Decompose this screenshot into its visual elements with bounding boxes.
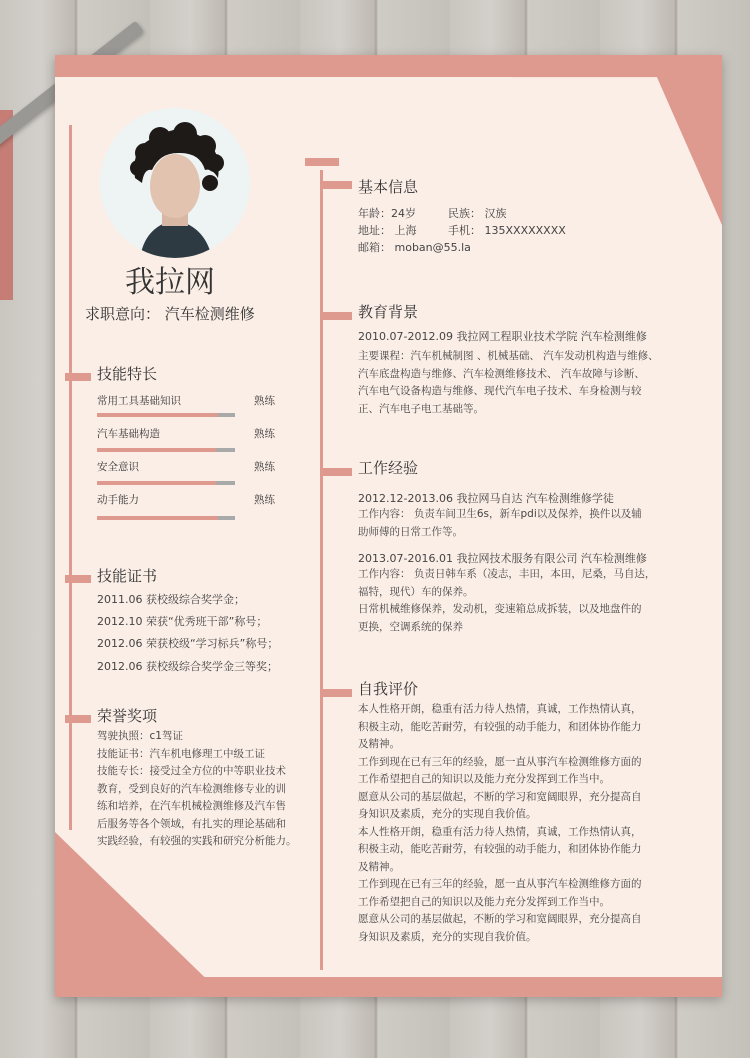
self-eval-line: 本人性格开朗，稳重有活力待人热情，真诚，工作热情认真， bbox=[358, 703, 642, 715]
self-eval-line: 身知识及素质，充分的实现自我价值。 bbox=[358, 930, 537, 943]
education-line: 汽车电气设备构造与维修、现代汽车电子技术、车身检测与较 bbox=[358, 385, 642, 397]
section-marker bbox=[65, 373, 91, 381]
corner-decoration-bottom-left bbox=[55, 832, 225, 997]
job-line: 更换，空调系统的保养 bbox=[358, 620, 463, 633]
portrait-icon bbox=[100, 108, 250, 258]
cert-item: 2012.06 获校级综合奖学金三等奖； bbox=[97, 660, 278, 673]
section-marker bbox=[65, 575, 91, 583]
skill-label: 动手能力 bbox=[97, 494, 139, 506]
education-head: 2010.07-2012.09 我拉网工程职业技术学院 汽车检测维修 bbox=[358, 330, 647, 343]
self-eval-line: 积极主动，能吃苦耐劳，有较强的动手能力，和团体协作能力 bbox=[358, 843, 642, 855]
bottom-accent-bar bbox=[55, 977, 722, 997]
job-text bbox=[358, 566, 678, 636]
skill-bar bbox=[97, 481, 235, 485]
honors-line: 驾驶执照：c1驾证 bbox=[97, 730, 183, 742]
self-eval-line: 愿意从公司的基层做起，不断的学习和宽阔眼界，充分提高自 bbox=[358, 913, 642, 925]
skill-item bbox=[97, 492, 275, 507]
job-line: 工作内容： 负责日韩车系（凌志，丰田，本田，尼桑，马自达， bbox=[358, 568, 656, 580]
skill-item bbox=[97, 393, 275, 408]
skill-label: 常用工具基础知识 bbox=[97, 395, 181, 407]
cert-item: 2012.10 荣获“优秀班干部”称号； bbox=[97, 615, 268, 628]
self-eval-title: 自我评价 bbox=[358, 680, 419, 698]
skill-level: 熟练 bbox=[254, 494, 275, 506]
skill-bar-fill bbox=[97, 481, 216, 485]
avatar bbox=[100, 108, 250, 258]
honors-line: 技能专长：接受过全方位的中等职业技术 bbox=[97, 765, 286, 777]
job-head: 2012.12-2013.06 我拉网马自达 汽车检测维修学徒 bbox=[358, 492, 614, 505]
skill-level: 熟练 bbox=[254, 461, 275, 473]
job-line: 助师傅的日常工作等。 bbox=[358, 525, 463, 538]
self-eval-line: 工作希望把自己的知识以及能力充分发挥到工作当中。 bbox=[358, 895, 610, 908]
honors-line: 后服务等各个领域，有扎实的理论基础和 bbox=[97, 817, 286, 830]
skill-bar-fill bbox=[97, 516, 218, 520]
cert-item: 2011.06 获校级综合奖学金； bbox=[97, 593, 245, 606]
basic-phone: 手机： 135XXXXXXXX bbox=[448, 224, 566, 237]
education-line: 主要课程：汽车机械制图 、机械基础、 汽车发动机构造与维修、 bbox=[358, 350, 659, 362]
honors-title: 荣誉奖项 bbox=[97, 707, 158, 725]
self-eval-line: 及精神。 bbox=[358, 860, 400, 873]
skill-bar bbox=[97, 448, 235, 452]
section-marker bbox=[320, 312, 352, 320]
center-timeline bbox=[320, 170, 323, 970]
self-eval-line: 本人性格开朗，稳重有活力待人热情，真诚，工作热情认真， bbox=[358, 825, 642, 838]
resume-sheet bbox=[55, 55, 722, 997]
basic-address: 地址： 上海 bbox=[358, 224, 417, 237]
section-marker bbox=[320, 181, 352, 189]
skill-label: 安全意识 bbox=[97, 461, 139, 473]
self-eval-line: 工作希望把自己的知识以及能力充分发挥到工作当中。 bbox=[358, 773, 610, 785]
corner-decoration-top-right bbox=[512, 55, 722, 225]
job-text bbox=[358, 506, 678, 541]
skill-bar-fill bbox=[97, 413, 218, 417]
self-eval-line: 工作到现在已有三年的经验，愿一直从事汽车检测维修方面的 bbox=[358, 755, 642, 768]
job-intent: 求职意向： 汽车检测维修 bbox=[85, 305, 255, 323]
education-text bbox=[358, 348, 678, 418]
self-eval-line: 积极主动，能吃苦耐劳，有较强的动手能力，和团体协作能力 bbox=[358, 720, 642, 733]
job-line: 工作内容： 负责车间卫生6s，新车pdi以及保养，换件以及辅 bbox=[358, 508, 642, 520]
honors-text bbox=[97, 728, 312, 851]
self-eval-line: 身知识及素质，充分的实现自我价值。 bbox=[358, 808, 537, 820]
section-marker bbox=[320, 689, 352, 697]
certs-title: 技能证书 bbox=[97, 567, 158, 585]
honors-line: 教育，受到良好的汽车检测维修专业的训 bbox=[97, 782, 286, 795]
left-timeline bbox=[69, 125, 72, 830]
job-line: 福特，现代）车的保养。 bbox=[358, 585, 474, 598]
skill-label: 汽车基础构造 bbox=[97, 428, 160, 440]
skill-level: 熟练 bbox=[254, 395, 275, 407]
skill-item bbox=[97, 459, 275, 474]
skill-bar bbox=[97, 516, 235, 520]
self-eval-text bbox=[358, 701, 678, 946]
section-marker bbox=[65, 715, 91, 723]
education-line: 正、汽车电子电工基础等。 bbox=[358, 402, 484, 415]
honors-line: 实践经验，有较强的实践和研究分析能力。 bbox=[97, 835, 297, 847]
candidate-name: 我拉网 bbox=[125, 265, 215, 300]
honors-line: 练和培养，在汽车机械检测维修及汽车售 bbox=[97, 800, 286, 812]
education-title: 教育背景 bbox=[358, 303, 419, 321]
skill-bar bbox=[97, 413, 235, 417]
basic-age: 年龄：24岁 bbox=[358, 207, 416, 220]
skill-item bbox=[97, 426, 275, 441]
basic-nation: 民族： 汉族 bbox=[448, 207, 507, 220]
basic-email: 邮箱： moban@55.la bbox=[358, 241, 471, 254]
skill-bar-fill bbox=[97, 448, 216, 452]
cert-item: 2012.06 荣获校级“学习标兵”称号； bbox=[97, 637, 279, 650]
job-line: 日常机械维修保养，发动机，变速箱总成拆装，以及地盘件的 bbox=[358, 603, 642, 615]
self-eval-line: 愿意从公司的基层做起，不断的学习和宽阔眼界，充分提高自 bbox=[358, 790, 642, 803]
section-marker bbox=[320, 468, 352, 476]
work-title: 工作经验 bbox=[358, 459, 419, 477]
skill-level: 熟练 bbox=[254, 428, 275, 440]
skills-title: 技能特长 bbox=[97, 365, 158, 383]
timeline-cap bbox=[305, 158, 339, 166]
job-head: 2013.07-2016.01 我拉网技术服务有限公司 汽车检测维修 bbox=[358, 552, 647, 565]
self-eval-line: 工作到现在已有三年的经验，愿一直从事汽车检测维修方面的 bbox=[358, 878, 642, 890]
education-line: 汽车底盘构造与维修、汽车检测维修技术、 汽车故障与诊断、 bbox=[358, 367, 645, 380]
self-eval-line: 及精神。 bbox=[358, 738, 400, 750]
honors-line: 技能证书：汽车机电修理工中级工证 bbox=[97, 747, 265, 760]
basic-info-title: 基本信息 bbox=[358, 178, 419, 196]
